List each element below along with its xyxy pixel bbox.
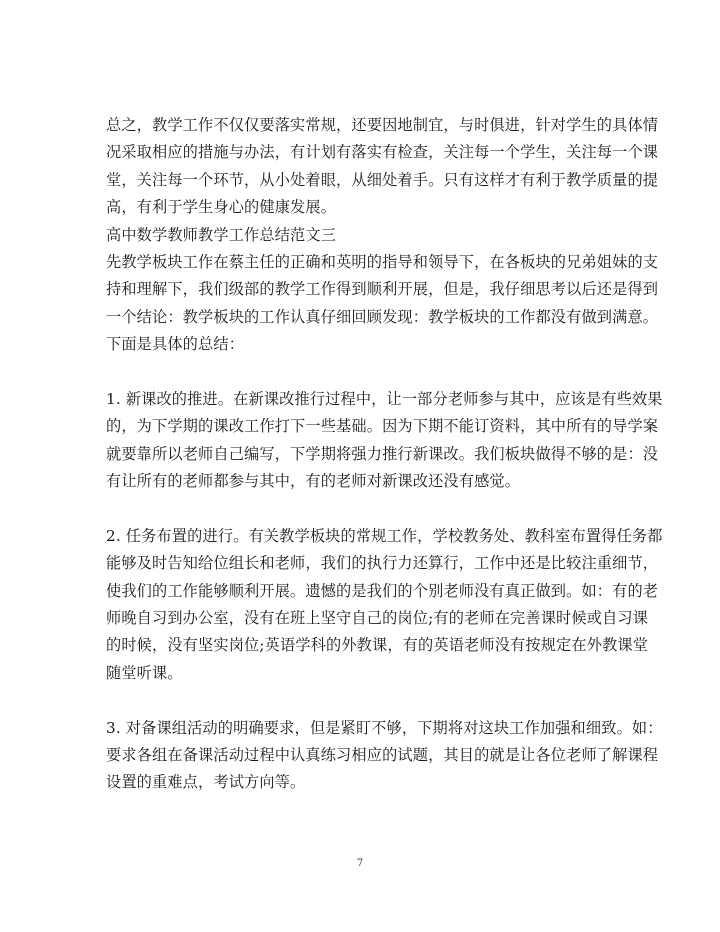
text-line: 1. 新课改的推进。在新课改推行过程中，让一部分老师参与其中，应该是有些效果 — [106, 389, 663, 408]
text-line: 的，为下学期的课改工作打下一些基础。因为下期不能订资料，其中所有的导学案 — [106, 417, 659, 436]
text-line: 就要靠所以老师自己编写，下学期将强力推行新课改。我们板块做得不够的是：没 — [106, 444, 659, 463]
paragraph-item-3 — [106, 715, 663, 797]
text-line: 要求各组在备课活动过程中认真练习相应的试题，其目的就是让各位老师了解课程 — [106, 745, 659, 764]
text-line: 况采取相应的措施与办法，有计划有落实有检查，关注每一个学生，关注每一个课 — [106, 143, 659, 162]
spacer — [106, 687, 616, 714]
text-line: 能够及时告知给位组长和老师，我们的执行力还算行，工作中还是比较注重细节， — [106, 554, 659, 573]
text-line: 一个结论：教学板块的工作认真仔细回顾发现：教学板块的工作都没有做到满意。 — [106, 307, 659, 326]
text-line: 高，有利于学生身心的健康发展。 — [106, 198, 337, 217]
document-body — [106, 112, 663, 797]
paragraph-item-1 — [106, 386, 663, 496]
spacer — [106, 359, 616, 386]
text-line: 的时候，没有坚实岗位;英语学科的外教课，有的英语老师没有按规定在外教课堂 — [106, 636, 649, 655]
paragraph-conclusion — [106, 112, 659, 222]
text-line: 师晚自习到办公室，没有在班上坚守自己的岗位;有的老师在完善课时候或自习课 — [106, 609, 649, 628]
text-line: 先教学板块工作在蔡主任的正确和英明的指导和领导下，在各板块的兄弟姐妹的支 — [106, 252, 659, 271]
text-line: 2. 任务布置的进行。有关教学板块的常规工作，学校教务处、教科室布置得任务都 — [106, 526, 663, 545]
text-line: 有让所有的老师都参与其中，有的老师对新课改还没有感觉。 — [106, 472, 521, 491]
text-line: 设置的重难点，考试方向等。 — [106, 773, 306, 792]
section-heading: 高中数学教师教学工作总结范文三 — [106, 225, 337, 244]
text-line: 随堂听课。 — [106, 663, 183, 682]
paragraph-intro — [106, 249, 659, 359]
spacer — [106, 495, 616, 522]
text-line: 堂，关注每一个环节，从小处着眼，从细处着手。只有这样才有利于教学质量的提 — [106, 170, 659, 189]
text-line: 使我们的工作能够顺利开展。遗憾的是我们的个别老师没有真正做到。如：有的老 — [106, 581, 659, 600]
paragraph-item-2 — [106, 523, 663, 687]
text-line: 下面是具体的总结： — [106, 335, 245, 354]
text-line: 持和理解下，我们级部的教学工作得到顺利开展，但是，我仔细思考以后还是得到 — [106, 280, 659, 299]
text-line: 总之，教学工作不仅仅要落实常规，还要因地制宜，与时俱进，针对学生的具体情 — [106, 116, 659, 134]
text-line: 3. 对备课组活动的明确要求，但是紧盯不够，下期将对这块工作加强和细致。如： — [106, 718, 663, 737]
page-number: 7 — [356, 858, 364, 869]
